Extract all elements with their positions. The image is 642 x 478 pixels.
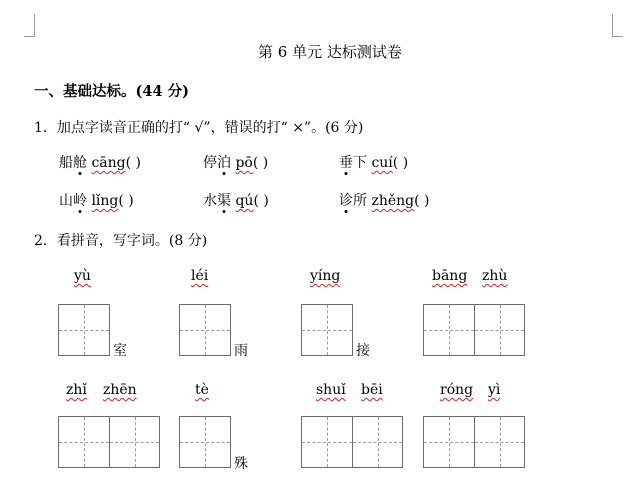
writing-grid[interactable] [301,304,353,356]
pinyin-label: yì [488,382,501,398]
pinyin-label: bēi [361,382,383,398]
writing-grid[interactable] [301,416,403,468]
pinyin-label: bāng [432,268,468,284]
writing-grid[interactable] [58,416,160,468]
q1-item: 垂下 cuí( ) [339,155,409,171]
page-title: 第 6 单元 达标测试卷 [258,43,402,61]
answer-blank[interactable]: ( ) [392,155,409,171]
pinyin-label: shuǐ [316,382,346,398]
grid-suffix-char: 接 [356,343,370,359]
q1-item: 山岭 lǐng( ) [59,193,134,209]
writing-grid[interactable] [179,416,231,468]
q1-item: 水渠 qú( ) [203,193,269,209]
writing-grid[interactable] [179,304,231,356]
q1-item: 船舱 cāng( ) [59,155,141,171]
pinyin-label: zhēn [103,382,137,398]
pinyin-label: zhù [482,268,508,284]
page-corner-mark-right [612,14,623,37]
answer-blank[interactable]: ( ) [253,193,269,209]
q1-item: 停泊 pō( ) [203,155,269,171]
answer-blank[interactable]: ( ) [118,193,134,209]
pinyin-label: tè [195,382,209,398]
answer-blank[interactable]: ( ) [252,155,269,171]
question-2-prompt: 2．看拼音，写字词。(8 分) [34,233,208,249]
q1-item: 诊所 zhěng( ) [339,193,430,209]
pinyin-label: léi [191,268,209,284]
pinyin-label: yù [74,268,91,284]
grid-suffix-char: 雨 [234,343,248,359]
answer-blank[interactable]: ( ) [414,193,430,209]
pinyin-label: zhǐ [66,382,87,398]
answer-blank[interactable]: ( ) [125,155,141,171]
question-1-prompt: 1．加点字读音正确的打“ √”，错误的打“ ×”。(6 分) [34,120,364,136]
writing-grid[interactable] [423,304,525,356]
grid-suffix-char: 殊 [234,456,248,472]
grid-suffix-char: 室 [113,343,127,359]
writing-grid[interactable] [58,304,110,356]
pinyin-label: yíng [310,268,341,284]
page-corner-mark-left [24,14,35,37]
section-heading: 一、基础达标。(44 分) [34,83,189,100]
pinyin-label: róng [440,382,474,398]
writing-grid[interactable] [423,416,525,468]
